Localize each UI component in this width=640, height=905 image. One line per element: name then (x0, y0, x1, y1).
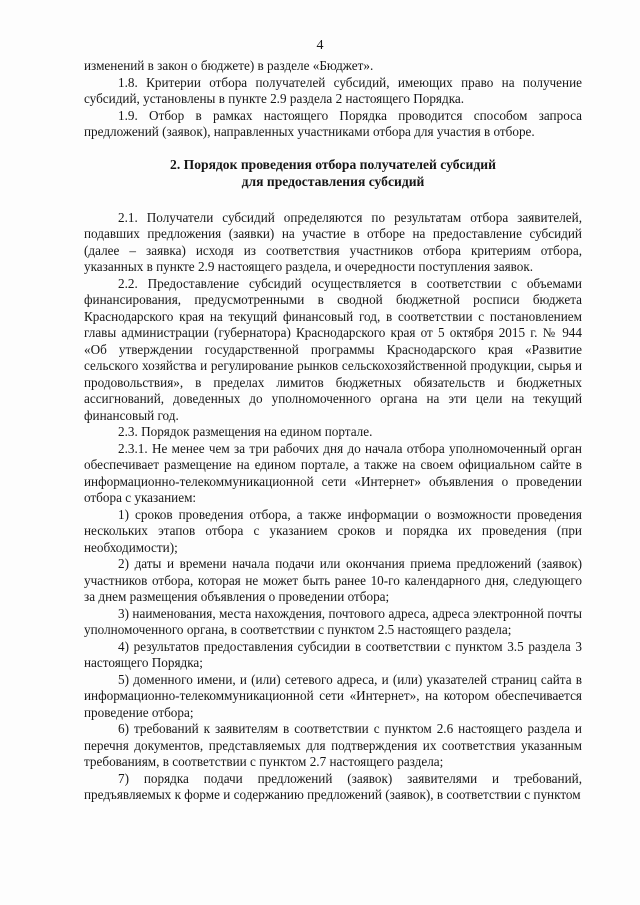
list-item-3: 3) наименования, места нахождения, почтового адреса, адреса электронной почты уполномоченного органа, в соответствии с пунктом 2.5 настоящего раздела; (84, 605, 582, 637)
section-heading-line-2: для предоставления субсидий (241, 173, 425, 189)
paragraph-1-8: 1.8. Критерии отбора получателей субсидий, имеющих право на получение субсидий, установлены в пункте 2.9 раздела 2 настоящего Порядка. (84, 74, 582, 106)
page-number: 4 (316, 38, 324, 53)
list-item-7: 7) порядка подачи предложений (заявок) заявителями и требований, предъявляемых к форме и содержанию предложений (заявок), в соответствии с пунктом (84, 770, 582, 802)
paragraph-continuation: изменений в закон о бюджете) в разделе «Бюджет». (84, 58, 374, 73)
section-heading-line-1: 2. Порядок проведения отбора получателей субсидий (170, 156, 496, 172)
list-item-4: 4) результатов предоставления субсидии в соответствии с пунктом 3.5 раздела 3 настоящего Порядка; (84, 638, 582, 670)
list-item-1: 1) сроков проведения отбора, а также информации о возможности проведения нескольких этапов отбора с указанием сроков и порядка их проведения (при необходимости); (84, 506, 582, 555)
document-body (84, 58, 582, 804)
paragraph-2-2: 2.2. Предоставление субсидий осуществляется в соответствии с объемами финансирования, предусмотренными в сводной бюджетной росписи бюджета Краснодарского края на текущий финансовый год, в соответствии с постановлением главы администрации (губернатора) Краснодарского края от 5 октября 2015 г. № 944 «Об утверждении государственной программы Краснодарского края «Развитие сельского хозяйства и регулирование рынков сельскохозяйственной продукции, сырья и продовольствия», в пределах лимитов бюджетных обязательств и бюджетных ассигнований, доведенных до уполномоченного органа на эти цели на текущий финансовый год. (84, 275, 582, 423)
list-item-6: 6) требований к заявителям в соответствии с пунктом 2.6 настоящего раздела и перечня документов, представляемых для подтверждения их соответствия указанным требованиям, в соответствии с пунктом 2.7 настоящего раздела; (84, 721, 582, 769)
list-item-5: 5) доменного имени, и (или) сетевого адреса, и (или) указателей страниц сайта в информационно-телекоммуникационной сети «Интернет», на котором обеспечивается проведение отбора; (84, 671, 582, 720)
paragraph-1-9: 1.9. Отбор в рамках настоящего Порядка проводится способом запроса предложений (заявок), направленных участниками отбора для участия в отборе. (84, 107, 582, 139)
paragraph-2-3-1: 2.3.1. Не менее чем за три рабочих дня до начала отбора уполномоченный орган обеспечивает размещение на едином портале, а также на своем официальном сайте в информационно-телекоммуникационной сети «Интернет» объявления о проведении отбора с указанием: (84, 440, 582, 505)
list-item-2: 2) даты и времени начала подачи или окончания приема предложений (заявок) участников отбора, которая не может быть ранее 10-го календарного дня, следующего за днем размещения объявления о проведении отбора; (84, 556, 582, 604)
paragraph-2-3: 2.3. Порядок размещения на едином портале. (118, 424, 373, 439)
paragraph-2-1: 2.1. Получатели субсидий определяются по результатам отбора заявителей, подавших предложения (заявки) на участие в отборе на предоставление субсидий (далее – заявка) исходя из соответствия участников отбора критериям отбора, указанных в пункте 2.9 настоящего раздела, и очередности поступления заявок. (84, 209, 582, 274)
